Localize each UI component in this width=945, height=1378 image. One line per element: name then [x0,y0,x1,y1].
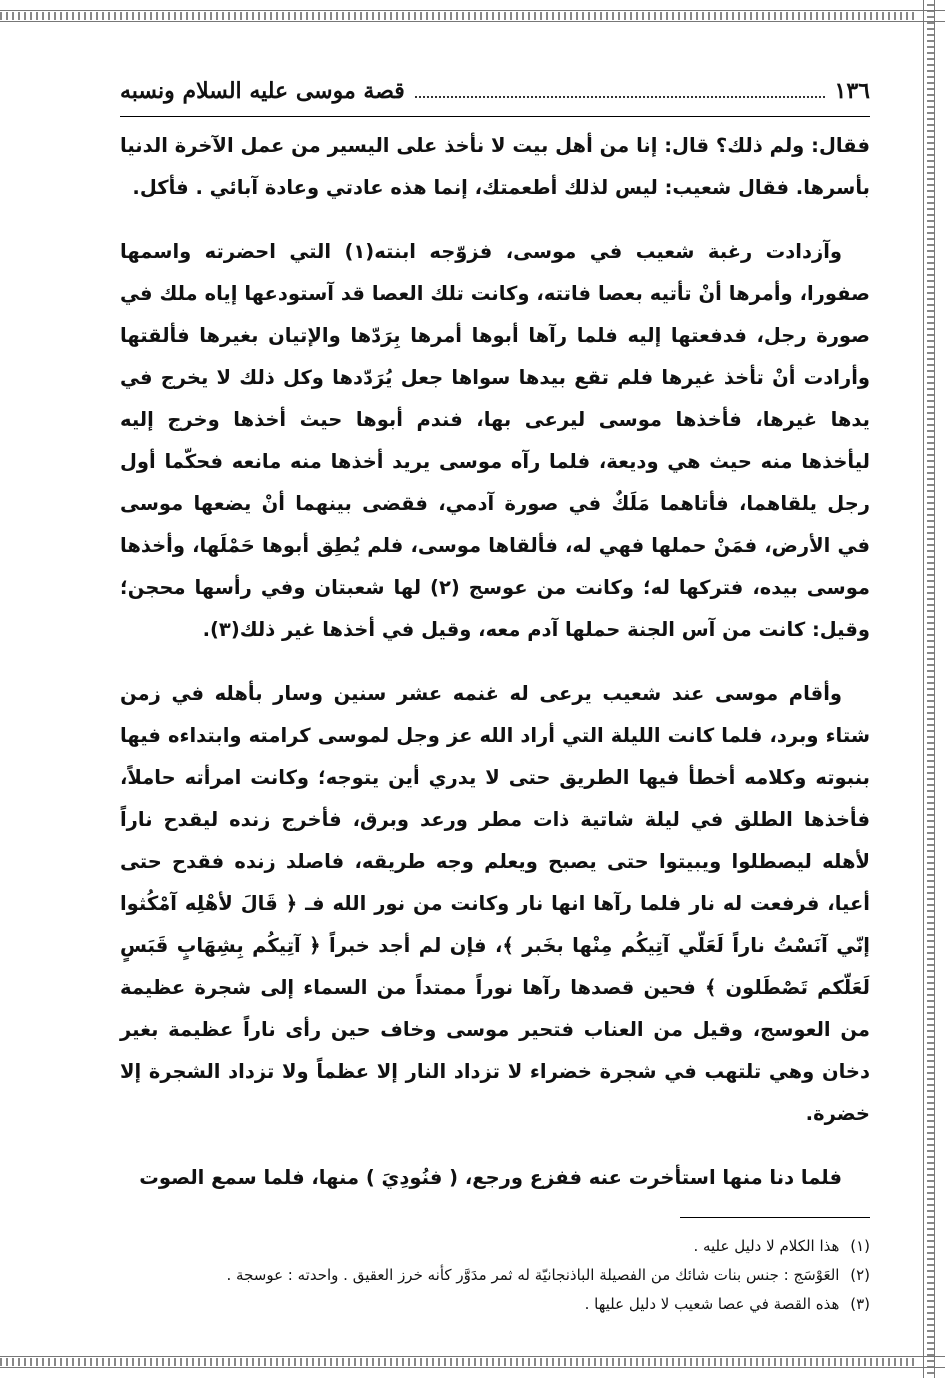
footnote-text: العَوْسَج : جنس بنات شائك من الفصيلة الباذنجانيّة له ثمر مدَوَّر كأنه خرز العقيق . واحدته : عوسجة . [226,1266,840,1284]
border-line [0,21,945,22]
border-line [0,10,945,11]
paragraph: وآزدادت رغبة شعيب في موسى، فزوّجه ابنته(١) التي احضرته واسمها صفورا، وأمرها أنْ تأتيه بعصا فاتته، وكانت تلك العصا قد آستودعها إياه ملك في صورة رجل، فدفعتها إليه فلما رآها أبوها أمرها بِرَدّها والإتيان بغيرها فألقتها وأرادت أنْ تأخذ غيرها فلم تقع بيدها سواها جعل يُرَدّدها وكل ذلك لا يخرج في يدها غيرها، فأخذها موسى ليرعى بها، فندم أبوها حيث أخذها وخرج إليه ليأخذها منه حيث هي وديعة، فلما رآه موسى يريد أخذها منه مانعه فحكّما أول رجل يلقاهما، فأتاهما مَلَكٌ في صورة آدمي، فقضى بينهما أنْ يضعها موسى في الأرض، فمَنْ حملها فهي له، فألقاها موسى، فلم يُطِق أبوها حَمْلَها، وأخذها موسى بيده، فتركها له؛ وكانت من عوسج (٢) لها شعبتان وفي رأسها محجن؛ وقيل: كانت من آس الجنة حملها آدم معه، وقيل في أخذها غير ذلك(٣). [120,240,870,641]
border-line [0,1367,945,1368]
decorative-border-top [0,0,945,30]
decorative-border-right [915,0,945,1378]
border-line [923,0,924,1378]
paragraph: وأقام موسى عند شعيب يرعى له غنمه عشر سنين وسار بأهله في زمن شتاء وبرد، فلما كانت الليلة التي أراد الله عز وجل لموسى كرامته وابتداءه فيها بنبوته وكلامه أخطأ فيها الطريق حتى لا يدري أين يتوجه؛ وكانت امرأته حاملاً، فأخذها الطلق في ليلة شاتية ذات مطر ورعد وبرق، فأخرج زنده ليقدح ناراً لأهله ليصطلوا ويبيتوا حتى يصبح ويعلم وجه طريقه، فاصلد زنده فقدح حتى أعيا، فرفعت له نار فلما رآها انها نار وكانت من نور الله فـ ﴿ قَالَ لأهْلِه آمْكُثوا إنّي آنَسْتُ ناراً لَعَلّي آتِيكُم مِنْها بخَبر ﴾، فإن لم أجد خبراً ﴿ آتِيكُم بِشِهَابٍ قَبَسٍ لَعَلّكم تَصْطَلون ﴾ فحين قصدها رآها نوراً ممتداً من السماء إلى شجرة عظيمة من العوسج، وقيل من العناب فتحير موسى وخاف حين رأى ناراً عظيمة بغير دخان وهي تلتهب في شجرة خضراء لا تزداد النار إلا عظماً ولا تزداد الشجرة إلا خضرة. [120,682,870,1125]
footnote-number: (٣) [850,1295,870,1313]
footnote [120,1290,870,1319]
footnote-separator [680,1217,870,1218]
footnotes [120,1232,870,1319]
footnote [120,1261,870,1290]
page-number: ١٣٦ [834,78,870,104]
footnote-number: (٢) [850,1266,870,1284]
footnote [120,1232,870,1261]
border-line [934,0,935,1378]
running-title: قصة موسى عليه السلام ونسبه [120,78,405,104]
paragraph: فلما دنا منها استأخرت عنه ففزع ورجع، ( فنُودِيَ ) منها، فلما سمع الصوت [139,1166,842,1189]
running-header [120,78,870,117]
footnote-text: هذه القصة في عصا شعيب لا دليل عليها . [584,1295,840,1313]
paragraph: فقال: ولم ذلك؟ قال: إنا من أهل بيت لا نأخذ على اليسير من عمل الآخرة الدنيا بأسرها. فقال شعيب: ليس لذلك أطعمتك، إنما هذه عادتي وعادة آبائي . فأكل. [120,134,870,199]
book-page [120,78,870,1319]
decorative-border-bottom [0,1348,945,1378]
footnote-number: (١) [850,1237,870,1255]
body-text [120,125,870,1199]
border-line [0,1356,945,1357]
header-dot-leader [415,96,825,98]
footnote-text: هذا الكلام لا دليل عليه . [693,1237,840,1255]
